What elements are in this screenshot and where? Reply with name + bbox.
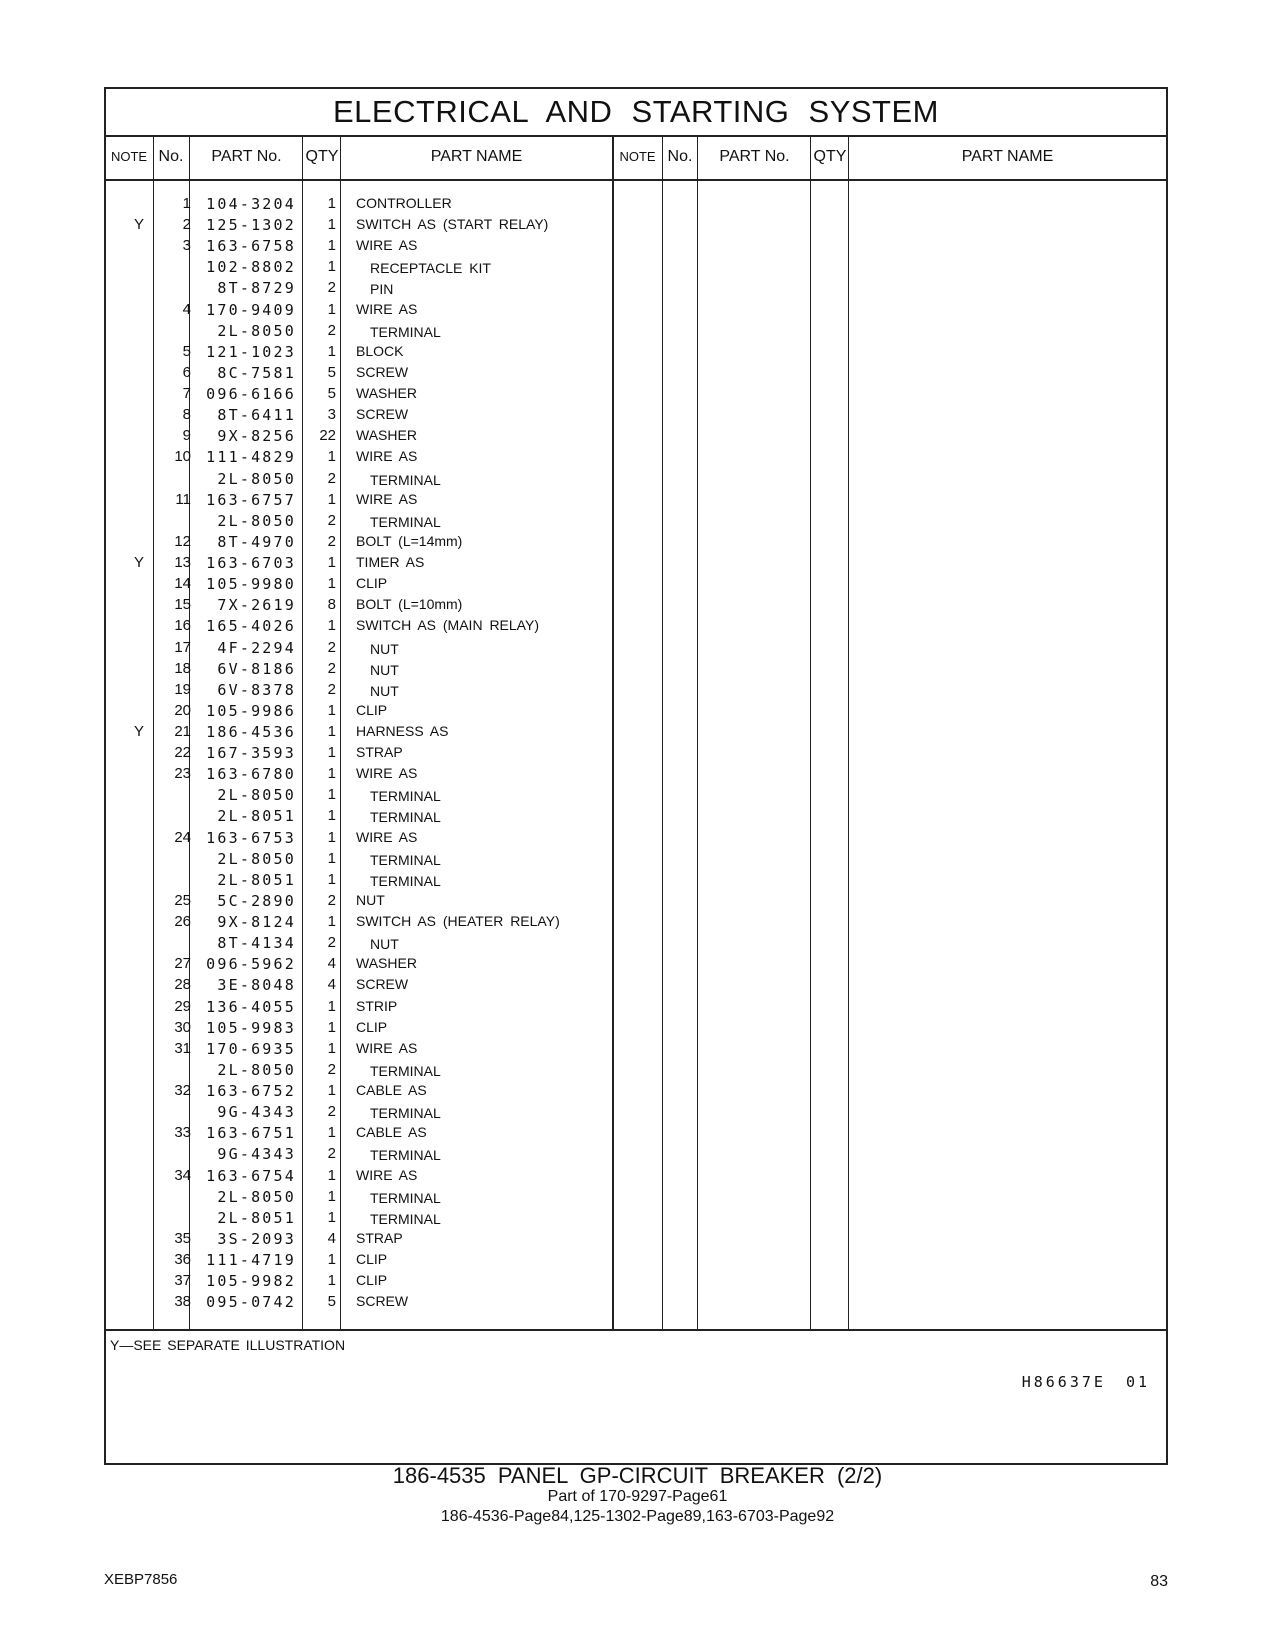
row-item-number: 24 xyxy=(174,828,191,846)
row-part-name: WIRE AS xyxy=(356,448,418,465)
row-quantity: 1 xyxy=(327,554,336,572)
row-quantity: 4 xyxy=(327,955,336,973)
row-item-number: 16 xyxy=(174,617,191,635)
table-row xyxy=(106,235,1166,257)
row-part-name: CLIP xyxy=(356,575,388,592)
row-part-name: TERMINAL xyxy=(370,1062,441,1079)
row-part-number: 2L-8051 xyxy=(217,807,296,826)
row-quantity: 5 xyxy=(327,385,336,403)
row-item-number: 22 xyxy=(174,744,191,762)
table-row xyxy=(106,277,1166,299)
row-part-name: PIN xyxy=(370,281,394,298)
row-quantity: 1 xyxy=(327,807,336,825)
row-quantity: 1 xyxy=(327,723,336,740)
row-part-number: 136-4055 xyxy=(206,997,296,1016)
row-quantity: 2 xyxy=(327,659,336,677)
row-part-number: 4F-2294 xyxy=(217,638,296,657)
row-part-name: CLIP xyxy=(356,1272,388,1289)
row-quantity: 2 xyxy=(327,1103,336,1121)
row-part-number: 3S-2093 xyxy=(217,1229,296,1248)
row-part-number: 186-4536 xyxy=(206,723,296,741)
row-part-name: NUT xyxy=(356,891,385,908)
row-part-name: RECEPTACLE KIT xyxy=(370,260,491,277)
row-item-number: 7 xyxy=(182,385,191,403)
row-part-name: STRIP xyxy=(356,997,398,1014)
table-row xyxy=(106,573,1166,595)
table-row xyxy=(106,1038,1166,1060)
row-quantity: 2 xyxy=(327,279,336,297)
row-item-number: 29 xyxy=(174,997,191,1015)
row-part-name: STRAP xyxy=(356,744,403,761)
row-part-number: 8T-4970 xyxy=(217,532,296,551)
row-part-name: WASHER xyxy=(356,427,417,444)
row-part-name: CABLE AS xyxy=(356,1082,427,1099)
row-part-number: 121-1023 xyxy=(206,342,296,361)
row-quantity: 1 xyxy=(327,765,336,783)
row-item-number: 20 xyxy=(174,701,191,719)
row-part-name: WIRE AS xyxy=(356,300,418,317)
row-quantity: 3 xyxy=(327,406,336,424)
row-part-name: NUT xyxy=(370,640,399,657)
row-item-number: 6 xyxy=(182,363,191,381)
table-row xyxy=(106,742,1166,764)
row-note: Y xyxy=(133,554,144,572)
row-item-number: 2 xyxy=(182,216,191,234)
row-part-name: SCREW xyxy=(356,406,409,423)
table-row xyxy=(106,1101,1166,1123)
row-part-number: 2L-8051 xyxy=(217,870,296,889)
row-part-name: BOLT (L=10mm) xyxy=(356,596,463,613)
row-part-name: NUT xyxy=(370,936,399,953)
row-item-number: 4 xyxy=(182,300,191,318)
table-row xyxy=(106,594,1166,616)
page-number: 83 xyxy=(1150,1573,1168,1590)
document-id: XEBP7856 xyxy=(104,1571,178,1588)
row-part-number: 2L-8050 xyxy=(217,786,296,805)
row-quantity: 1 xyxy=(327,997,336,1015)
row-part-number: 095-0742 xyxy=(206,1293,296,1312)
row-part-name: TERMINAL xyxy=(370,788,441,805)
illustration-code xyxy=(1022,1373,1150,1391)
row-part-name: WIRE AS xyxy=(356,1039,418,1056)
table-row xyxy=(106,1122,1166,1144)
row-part-number: 111-4829 xyxy=(206,448,296,467)
table-row xyxy=(106,1207,1166,1229)
row-quantity: 1 xyxy=(327,1082,336,1100)
row-part-name: NUT xyxy=(370,682,399,699)
footnote: Y—SEE SEPARATE ILLUSTRATION xyxy=(110,1337,346,1353)
header-no-right: No. xyxy=(667,148,693,165)
row-quantity: 2 xyxy=(327,321,336,339)
row-item-number: 12 xyxy=(174,532,191,550)
table-row xyxy=(106,869,1166,891)
row-quantity: 5 xyxy=(327,363,336,381)
row-part-name: TERMINAL xyxy=(370,851,441,868)
table-row xyxy=(106,383,1166,405)
row-part-name: WASHER xyxy=(356,955,417,972)
header-note-left: NOTE xyxy=(110,149,148,164)
row-quantity: 2 xyxy=(327,1145,336,1163)
row-part-name: TERMINAL xyxy=(370,872,441,889)
table-row xyxy=(106,1291,1166,1313)
row-quantity: 1 xyxy=(327,195,336,212)
row-item-number: 34 xyxy=(174,1166,191,1184)
row-part-number: 9G-4343 xyxy=(217,1103,296,1122)
table-row xyxy=(106,784,1166,806)
row-part-number: 163-6754 xyxy=(206,1166,296,1185)
row-item-number: 13 xyxy=(174,554,191,572)
header-part-no-left: PART No. xyxy=(211,148,282,165)
table-row xyxy=(106,468,1166,490)
row-part-number: 163-6753 xyxy=(206,828,296,847)
row-part-name: TERMINAL xyxy=(370,1189,441,1206)
row-item-number: 30 xyxy=(174,1018,191,1036)
row-part-name: BOLT (L=14mm) xyxy=(356,532,463,549)
row-part-number: 7X-2619 xyxy=(217,596,296,615)
row-part-name: WASHER xyxy=(356,385,417,402)
row-part-number: 102-8802 xyxy=(206,258,296,277)
table-row xyxy=(106,700,1166,722)
row-part-number: 2L-8050 xyxy=(217,469,296,488)
row-note: Y xyxy=(133,216,144,234)
section-title: ELECTRICAL AND STARTING SYSTEM xyxy=(106,89,1166,137)
row-quantity: 2 xyxy=(327,891,336,909)
table-row xyxy=(106,320,1166,342)
row-item-number: 3 xyxy=(182,237,191,255)
table-row xyxy=(106,763,1166,785)
row-item-number: 27 xyxy=(174,955,191,973)
row-part-number: 165-4026 xyxy=(206,617,296,636)
row-part-name: WIRE AS xyxy=(356,237,418,254)
row-part-number: 8T-6411 xyxy=(217,406,296,425)
row-item-number: 17 xyxy=(174,638,191,656)
row-part-number: 163-6752 xyxy=(206,1082,296,1101)
row-item-number: 8 xyxy=(182,406,191,424)
row-quantity: 2 xyxy=(327,469,336,487)
row-quantity: 1 xyxy=(327,1251,336,1268)
table-row xyxy=(106,1017,1166,1039)
row-quantity: 2 xyxy=(327,680,336,698)
table-row xyxy=(106,1165,1166,1187)
row-part-number: 163-6780 xyxy=(206,765,296,784)
row-part-number: 163-6758 xyxy=(206,237,296,256)
header-note-right: NOTE xyxy=(619,149,656,164)
row-quantity: 2 xyxy=(327,934,336,952)
row-part-number: 6V-8186 xyxy=(217,659,296,678)
row-part-number: 125-1302 xyxy=(206,216,296,235)
table-row xyxy=(106,637,1166,659)
row-part-name: SCREW xyxy=(356,363,409,380)
row-part-number: 111-4719 xyxy=(206,1251,296,1269)
row-quantity: 1 xyxy=(327,828,336,846)
row-part-name: SCREW xyxy=(356,1293,409,1310)
row-part-name: CONTROLLER xyxy=(356,195,452,211)
row-part-name: CLIP xyxy=(356,1018,388,1035)
row-part-name: TERMINAL xyxy=(370,1147,441,1164)
row-part-name: STRAP xyxy=(356,1229,403,1246)
row-quantity: 1 xyxy=(327,300,336,318)
row-part-name: SWITCH AS (START RELAY) xyxy=(356,216,549,233)
table-row xyxy=(106,299,1166,321)
row-part-number: 8T-8729 xyxy=(217,279,296,298)
row-item-number: 18 xyxy=(174,659,191,677)
row-quantity: 2 xyxy=(327,532,336,550)
table-row xyxy=(106,446,1166,468)
row-quantity: 22 xyxy=(319,427,336,445)
row-part-name: TERMINAL xyxy=(370,513,441,530)
header-part-no-right: PART No. xyxy=(719,148,790,165)
row-item-number: 28 xyxy=(174,976,191,994)
row-quantity: 1 xyxy=(327,1272,336,1290)
row-item-number: 38 xyxy=(174,1293,191,1311)
table-row xyxy=(106,404,1166,426)
row-item-number: 33 xyxy=(174,1124,191,1142)
table-row xyxy=(106,890,1166,912)
row-quantity: 1 xyxy=(327,1187,336,1205)
row-part-name: WIRE AS xyxy=(356,765,418,782)
row-part-number: 163-6757 xyxy=(206,490,296,509)
row-part-number: 9X-8256 xyxy=(217,427,296,446)
figure-caption-references: 186-4536-Page84,125-1302-Page89,163-6703-Page92 xyxy=(440,1508,835,1525)
header-no-left: No. xyxy=(158,148,184,165)
row-quantity: 1 xyxy=(327,744,336,762)
figure-caption-title: 186-4535 PANEL GP-CIRCUIT BREAKER (2/2) xyxy=(392,1463,883,1488)
row-part-number: 2L-8051 xyxy=(217,1208,296,1227)
table-row xyxy=(106,425,1166,447)
row-part-name: TERMINAL xyxy=(370,1210,441,1227)
table-row xyxy=(106,953,1166,975)
row-part-name: SCREW xyxy=(356,976,409,993)
table-row xyxy=(106,489,1166,511)
row-part-name: CLIP xyxy=(356,701,388,718)
row-part-number: 167-3593 xyxy=(206,744,296,763)
row-part-name: SWITCH AS (HEATER RELAY) xyxy=(356,913,560,930)
row-part-number: 163-6751 xyxy=(206,1124,296,1143)
row-part-name: CABLE AS xyxy=(356,1124,427,1141)
row-quantity: 1 xyxy=(327,1018,336,1036)
header-qty-left: QTY xyxy=(305,148,339,165)
row-part-number: 6V-8378 xyxy=(217,680,296,699)
row-item-number: 19 xyxy=(174,680,191,698)
row-item-number: 32 xyxy=(174,1082,191,1100)
row-part-number: 8T-4134 xyxy=(217,934,296,953)
row-quantity: 1 xyxy=(327,913,336,931)
header-qty-right: QTY xyxy=(813,148,847,165)
table-row xyxy=(106,1270,1166,1292)
header-part-name-left: PART NAME xyxy=(430,148,523,165)
row-part-name: WIRE AS xyxy=(356,1166,418,1183)
table-footer xyxy=(106,1329,1166,1463)
illustration-number: H86637E xyxy=(1021,1373,1106,1391)
row-part-number: 2L-8050 xyxy=(217,1187,296,1206)
table-row xyxy=(106,658,1166,680)
row-part-name: TIMER AS xyxy=(356,554,425,571)
row-part-number: 2L-8050 xyxy=(217,321,296,340)
row-part-name: TERMINAL xyxy=(370,471,441,488)
row-part-number: 170-6935 xyxy=(206,1039,296,1058)
row-item-number: 31 xyxy=(174,1039,191,1057)
row-item-number: 36 xyxy=(174,1251,191,1268)
row-quantity: 4 xyxy=(327,1229,336,1247)
row-part-name: HARNESS AS xyxy=(356,723,449,739)
table-row xyxy=(106,911,1166,933)
row-part-name: TERMINAL xyxy=(370,809,441,826)
row-part-name: BLOCK xyxy=(356,342,404,359)
table-row xyxy=(106,615,1166,637)
row-part-name: TERMINAL xyxy=(370,1105,441,1122)
row-item-number: 10 xyxy=(174,448,191,466)
row-quantity: 4 xyxy=(327,976,336,994)
row-part-name: WIRE AS xyxy=(356,828,418,845)
row-quantity: 1 xyxy=(327,490,336,508)
table-row xyxy=(106,996,1166,1018)
row-quantity: 1 xyxy=(327,1208,336,1226)
parts-table-frame xyxy=(104,87,1168,1465)
header-part-name-right: PART NAME xyxy=(961,148,1054,165)
row-part-number: 2L-8050 xyxy=(217,849,296,868)
row-part-number: 163-6703 xyxy=(206,554,296,573)
row-quantity: 2 xyxy=(327,511,336,529)
table-row xyxy=(106,1228,1166,1250)
row-item-number: 23 xyxy=(174,765,191,783)
table-row xyxy=(106,848,1166,870)
row-part-name: TERMINAL xyxy=(370,323,441,340)
row-part-name: NUT xyxy=(370,661,399,678)
table-row xyxy=(106,1186,1166,1208)
row-quantity: 2 xyxy=(327,1060,336,1078)
row-part-number: 105-9983 xyxy=(206,1018,296,1037)
row-item-number: 5 xyxy=(182,342,191,360)
row-part-name: WIRE AS xyxy=(356,490,418,507)
row-part-number: 2L-8050 xyxy=(217,511,296,530)
row-quantity: 1 xyxy=(327,342,336,360)
row-quantity: 8 xyxy=(327,596,336,614)
row-item-number: 15 xyxy=(174,596,191,614)
row-quantity: 1 xyxy=(327,258,336,276)
table-row xyxy=(106,721,1166,743)
row-item-number: 25 xyxy=(174,891,191,909)
row-part-number: 170-9409 xyxy=(206,300,296,319)
table-row xyxy=(106,362,1166,384)
row-item-number: 21 xyxy=(174,723,191,740)
row-part-number: 2L-8050 xyxy=(217,1060,296,1079)
row-part-number: 096-6166 xyxy=(206,385,296,404)
row-note: Y xyxy=(133,723,144,740)
table-row xyxy=(106,193,1166,215)
row-quantity: 1 xyxy=(327,448,336,466)
row-item-number: 26 xyxy=(174,913,191,931)
table-row xyxy=(106,510,1166,532)
row-item-number: 9 xyxy=(182,427,191,445)
table-row xyxy=(106,1143,1166,1165)
row-part-name: CLIP xyxy=(356,1251,388,1267)
row-part-number: 105-9986 xyxy=(206,701,296,720)
row-part-number: 105-9982 xyxy=(206,1272,296,1291)
table-row xyxy=(106,1080,1166,1102)
table-row xyxy=(106,552,1166,574)
row-quantity: 1 xyxy=(327,1039,336,1057)
row-item-number: 35 xyxy=(174,1229,191,1247)
table-row xyxy=(106,341,1166,363)
row-part-number: 105-9980 xyxy=(206,575,296,594)
table-row xyxy=(106,827,1166,849)
table-row xyxy=(106,679,1166,701)
row-quantity: 1 xyxy=(327,849,336,867)
row-quantity: 1 xyxy=(327,870,336,888)
row-part-number: 104-3204 xyxy=(206,195,296,213)
table-row xyxy=(106,805,1166,827)
table-row xyxy=(106,256,1166,278)
row-quantity: 5 xyxy=(327,1293,336,1311)
row-quantity: 1 xyxy=(327,617,336,635)
row-part-number: 5C-2890 xyxy=(217,891,296,910)
row-quantity: 1 xyxy=(327,701,336,719)
table-row xyxy=(106,932,1166,954)
row-part-number: 096-5962 xyxy=(206,955,296,974)
table-header xyxy=(106,135,1166,181)
figure-caption-parent: Part of 170-9297-Page61 xyxy=(547,1488,728,1505)
row-quantity: 1 xyxy=(327,786,336,804)
table-row xyxy=(106,1249,1166,1271)
row-part-name: SWITCH AS (MAIN RELAY) xyxy=(356,617,539,634)
row-quantity: 1 xyxy=(327,216,336,234)
row-item-number: 1 xyxy=(182,195,191,212)
row-quantity: 1 xyxy=(327,575,336,593)
row-item-number: 14 xyxy=(174,575,191,593)
row-item-number: 37 xyxy=(174,1272,191,1290)
table-row xyxy=(106,1059,1166,1081)
illustration-revision: 01 xyxy=(1125,1373,1150,1391)
row-part-number: 3E-8048 xyxy=(217,976,296,995)
table-row xyxy=(106,214,1166,236)
row-quantity: 2 xyxy=(327,638,336,656)
row-part-number: 9X-8124 xyxy=(217,913,296,932)
table-row xyxy=(106,531,1166,553)
row-part-number: 8C-7581 xyxy=(217,363,296,382)
row-part-number: 9G-4343 xyxy=(217,1145,296,1164)
row-quantity: 1 xyxy=(327,237,336,255)
row-quantity: 1 xyxy=(327,1166,336,1184)
row-item-number: 11 xyxy=(175,490,191,508)
row-quantity: 1 xyxy=(327,1124,336,1142)
table-row xyxy=(106,974,1166,996)
